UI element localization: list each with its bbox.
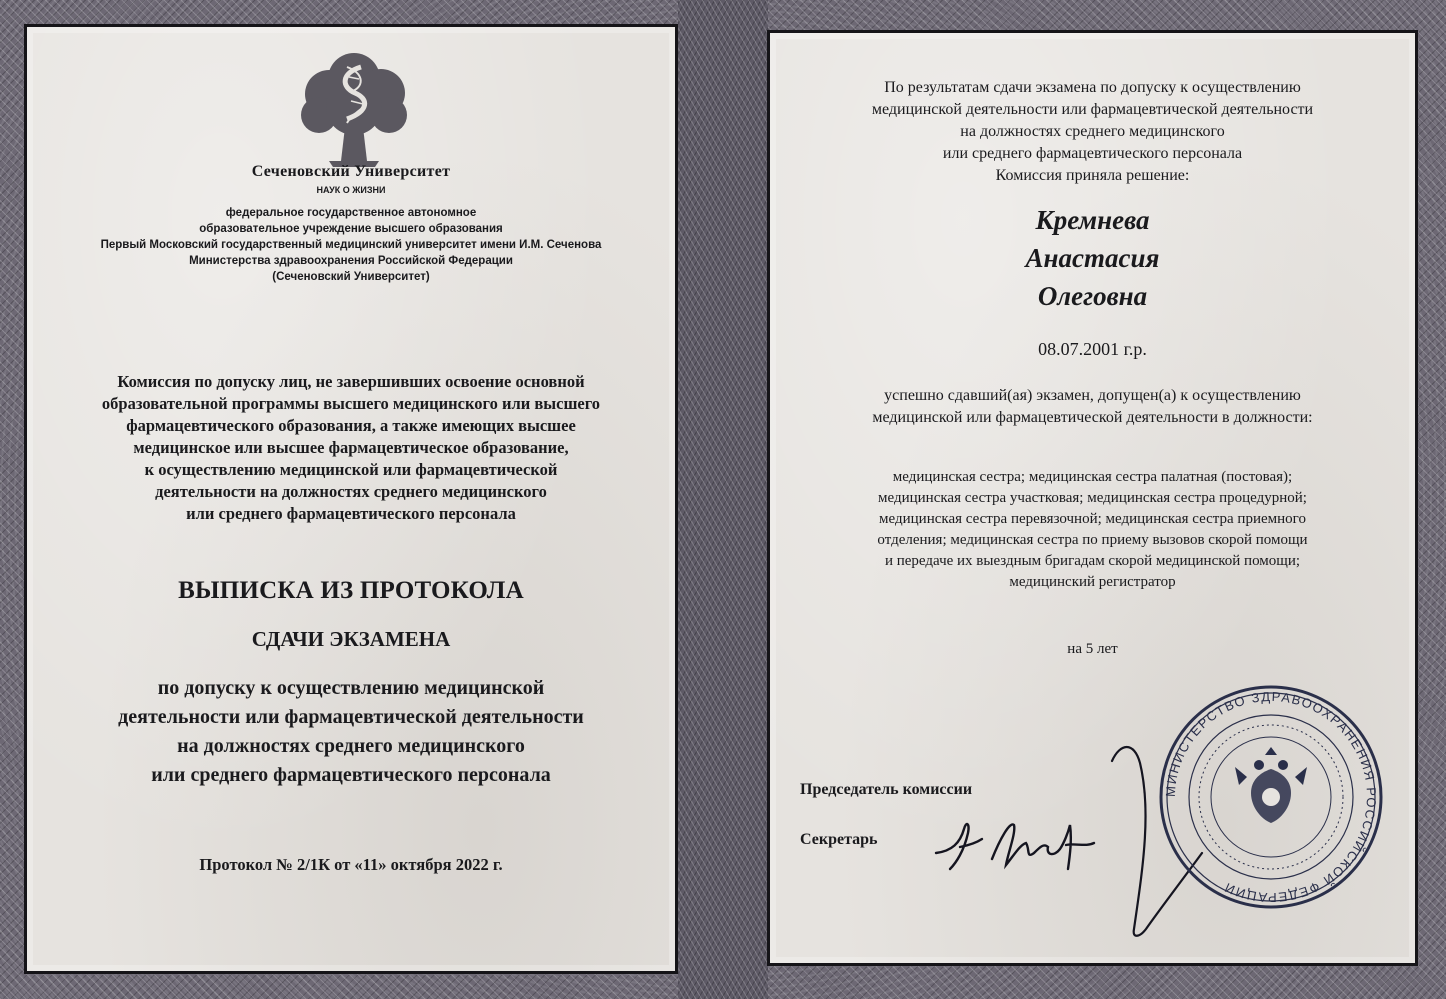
detail-line: Первый Московский государственный медицинский университет имени И.М. Сеченова	[100, 239, 602, 251]
commission-line: медицинское или высшее фармацевтическое образование,	[133, 438, 569, 457]
purpose-line: или среднего фармацевтического персонала	[151, 764, 551, 786]
purpose-line: по допуску к осуществлению медицинской	[157, 677, 545, 699]
purpose-line: на должностях среднего медицинского	[177, 735, 525, 757]
admission-statement	[770, 385, 1415, 429]
commission-description	[27, 371, 675, 525]
detail-line: образовательное учреждение высшего образования	[199, 223, 503, 235]
commission-line: фармацевтического образования, а также имеющих высшее	[126, 416, 576, 435]
intro-line: Комиссия приняла решение:	[995, 167, 1190, 184]
birth-date: 08.07.2001 г.р.	[1038, 339, 1147, 359]
chairman-label: Председатель комиссии	[800, 781, 973, 798]
right-page	[767, 30, 1418, 966]
tree-dna-logo-icon	[289, 49, 419, 169]
surname: Кремнева	[1035, 205, 1150, 235]
position-line: и передаче их выездным бригадам скорой медицинской помощи;	[884, 553, 1301, 569]
commission-line: деятельности на должностях среднего медицинского	[155, 482, 547, 501]
patronymic: Олеговна	[1037, 281, 1148, 311]
commission-line: к осуществлению медицинской или фармацевтической	[144, 460, 558, 479]
detail-line: Министерства здравоохранения Российской Федерации	[189, 255, 513, 267]
position-line: медицинская сестра участковая; медицинская сестра процедурной;	[878, 490, 1307, 506]
intro-line: медицинской деятельности или фармацевтической деятельности	[871, 101, 1314, 118]
document-purpose	[27, 674, 675, 790]
seal-text: МИНИСТЕРСТВО ЗДРАВООХРАНЕНИЯ РОССИЙСКОЙ ФЕДЕРАЦИИ	[1162, 688, 1380, 906]
commission-line: образовательной программы высшего медицинского или высшего	[101, 394, 601, 413]
position-line: медицинский регистратор	[1009, 574, 1176, 590]
commission-line: или среднего фармацевтического персонала	[186, 504, 516, 523]
positions-list	[770, 467, 1415, 593]
secretary-signature-icon	[930, 803, 1100, 883]
intro-line: или среднего фармацевтического персонала	[942, 145, 1243, 162]
university-name: Сеченовский Университет	[251, 163, 451, 180]
booklet-spine	[678, 0, 768, 999]
commission-line: Комиссия по допуску лиц, не завершивших освоение основной	[117, 372, 585, 391]
left-page	[24, 24, 678, 974]
position-line: отделения; медицинская сестра по приему вызовов скорой помощи	[877, 532, 1308, 548]
intro-line: По результатам сдачи экзамена по допуску к осуществлению	[884, 79, 1301, 96]
detail-line: федеральное государственное автономное	[225, 207, 477, 219]
university-motto: НАУК О ЖИЗНИ	[316, 185, 386, 195]
validity-period: на 5 лет	[1067, 641, 1118, 657]
admitted-line: успешно сдавший(ая) экзамен, допущен(а) к осуществлению	[884, 387, 1301, 404]
first-name: Анастасия	[1025, 243, 1160, 273]
secretary-label: Секретарь	[800, 831, 878, 848]
document-subtitle: СДАЧИ ЭКЗАМЕНА	[251, 627, 451, 651]
university-details	[27, 205, 675, 285]
position-line: медицинская сестра перевязочной; медицинская сестра приемного	[879, 511, 1306, 527]
document-title: ВЫПИСКА ИЗ ПРОТОКОЛА	[178, 577, 524, 604]
detail-line: (Сеченовский Университет)	[272, 271, 430, 283]
official-seal-icon	[1155, 681, 1387, 913]
result-intro	[770, 77, 1415, 187]
purpose-line: деятельности или фармацевтической деятельности	[118, 706, 584, 728]
intro-line: на должностях среднего медицинского	[960, 123, 1225, 140]
person-full-name	[770, 201, 1415, 315]
position-line: медицинская сестра; медицинская сестра палатная (постовая);	[892, 469, 1293, 485]
admitted-line: медицинской или фармацевтической деятельности в должности:	[872, 409, 1313, 426]
protocol-number: Протокол № 2/1К от «11» октября 2022 г.	[199, 855, 503, 874]
